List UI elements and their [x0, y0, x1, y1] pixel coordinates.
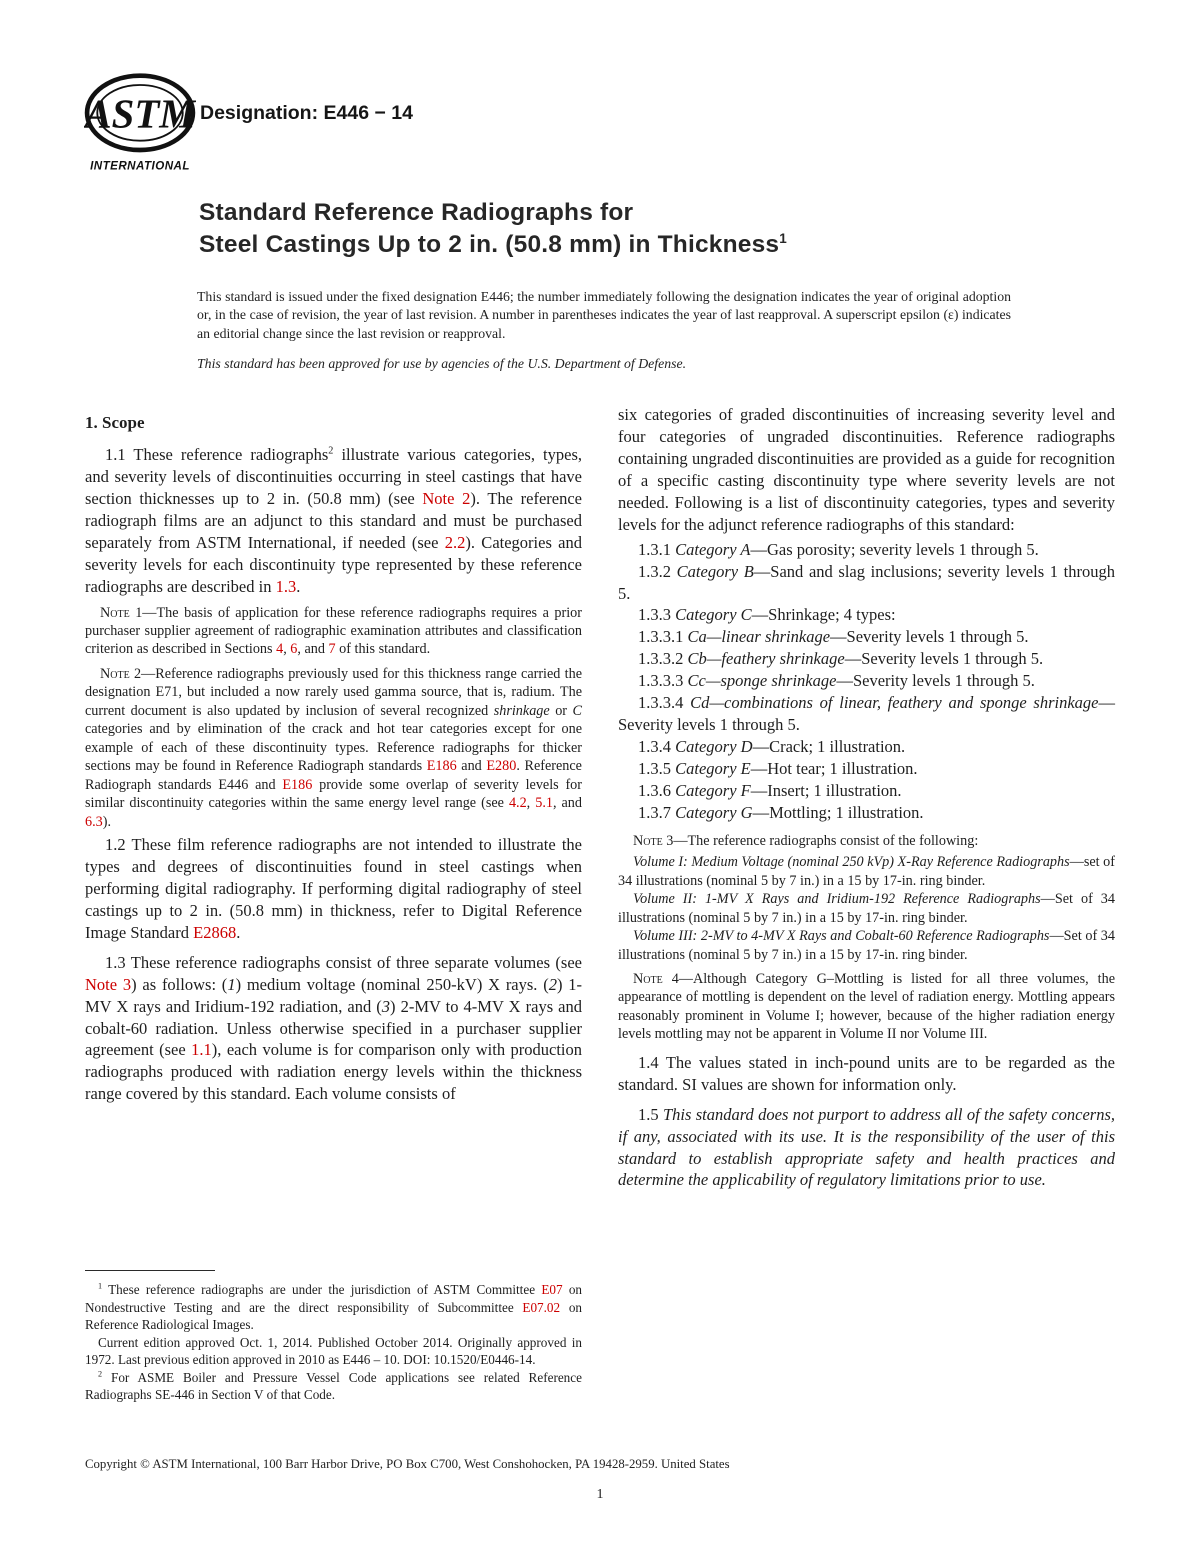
footnote-1: $^1$ These reference radiographs are under the jurisdiction of ASTM Committee E07 on Nondestructive Testing and are the direct responsibility of Subcommittee E07.02 on Reference Radiological Images.: [85, 1281, 583, 1333]
list-item-1-3-1: 1.3.1 Category A—Gas porosity; severity levels 1 through 5.: [638, 539, 1039, 559]
note-3: Note 3—The reference radiographs consist of the following:: [633, 832, 979, 849]
ref-link[interactable]: 1.1: [191, 1040, 212, 1060]
ref-link[interactable]: 6: [290, 641, 298, 658]
astm-logo-text: ASTM: [84, 91, 196, 137]
title-line-1: Standard Reference Radiographs for: [199, 199, 634, 226]
paragraph-1-5: 1.5 This standard does not purport to address all of the safety concerns, if any, associated with its use. It is the responsibility of the user of this standard to establish appropriate safety and health practices and determine the applicability of regulatory limitations prior to use.: [618, 1104, 1116, 1190]
list-item-1-3-2: 1.3.2 Category B—Sand and slag inclusions; severity levels 1 through 5.: [618, 561, 1116, 603]
ref-link[interactable]: 6.3: [85, 813, 103, 830]
preamble-text: This standard is issued under the fixed designation E446; the number immediately following the designation indicates the year of original adoption or, in the case of revision, the year of last revision. A number in parentheses indicates the year of last reapproval. A superscript epsilon (ε) indicates an editorial change since the last revision or reapproval.: [197, 289, 1011, 341]
note-2: Note 2—Reference radiographs previously used for this thickness range carried the designation E71, but included a now rarely used gamma source, that is, radium. The current document is also updated by inclusion of several recognized shrinkage or C categories and by elimination of the crack and hot tear categories except for one example of each of these discontinuity types. Reference radiographs for thicker sections may be found in Reference Radiograph standards E186 and E280. Reference Radiograph standards E446 and E186 provide some overlap of severity levels for similar discontinuity categories within the same energy level range (see 4.2, 5.1, and 6.3).: [85, 665, 582, 830]
list-item-1-3-3-3: 1.3.3.3 Cc—sponge shrinkage—Severity levels 1 through 5.: [638, 671, 1035, 691]
title-line-2: Steel Castings Up to 2 in. (50.8 mm) in Thickness$^1$: [199, 230, 787, 258]
page-number: 1: [596, 1487, 604, 1502]
note-3-volume-2: Volume II: 1-MV X Rays and Iridium-192 Reference Radiographs—Set of 34 illustrations (nominal 5 by 7 in.) in a 15 by 17-in. ring binder.: [618, 891, 1115, 926]
right-column: [618, 404, 1115, 1404]
list-item-1-3-4: 1.3.4 Category D—Crack; 1 illustration.: [638, 737, 906, 757]
ref-link[interactable]: E186: [426, 758, 457, 775]
paragraph-1-4: 1.4 The values stated in inch-pound units are to be regarded as the standard. SI values are shown for information only.: [618, 1052, 1115, 1094]
footnote-rule: [85, 1270, 215, 1271]
paragraph-1-3: 1.3 These reference radiographs consist of three separate volumes (see Note 3) as follows: (1) medium voltage (nominal 250-kV) X rays. (2) 1-MV X rays and Iridium-192 radiation, and (3) 2-MV to 4-MV X rays and cobalt-60 radiation. Unless otherwise specified in a purchaser supplier agreement (see 1.1), each volume is for comparison only with production radiographs produced with radiation energy levels within the thickness range covered by this standard. Each volume consists of: [85, 952, 583, 1104]
footnote-edition: Current edition approved Oct. 1, 2014. Published October 2014. Originally approved in 1972. Last previous edition approved in 2010 as E446 – 10. DOI: 10.1520/E0446-14.: [85, 1334, 582, 1368]
list-item-1-3-6: 1.3.6 Category F—Insert; 1 illustration.: [638, 780, 902, 800]
ref-link[interactable]: E07: [541, 1282, 563, 1298]
copyright-text: Copyright © ASTM International, 100 Barr Harbor Drive, PO Box C700, West Conshohocken, PA 19428-2959. United States: [85, 1457, 730, 1471]
ref-link[interactable]: 5.1: [535, 795, 553, 812]
ref-link[interactable]: 4: [276, 641, 284, 658]
note-1: Note 1—The basis of application for these reference radiographs requires a prior purchaser supplier agreement of radiographic examination attributes and classification criterion as described in Sections 4, 6, and 7 of this standard.: [85, 604, 582, 658]
ref-link[interactable]: 2.2: [444, 532, 466, 552]
astm-logo-icon: [84, 72, 196, 174]
list-item-1-3-3-1: 1.3.3.1 Ca—linear shrinkage—Severity levels 1 through 5.: [638, 627, 1029, 647]
dod-approval-text: This standard has been approved for use by agencies of the U.S. Department of Defense.: [197, 356, 687, 371]
ref-link[interactable]: 7: [328, 641, 336, 658]
list-item-1-3-3-4: 1.3.3.4 Cd—combinations of linear, feathery and sponge shrinkage—Severity levels 1 through 5.: [618, 693, 1116, 735]
ref-link[interactable]: E280: [486, 758, 517, 775]
designation-text: Designation: E446 − 14: [200, 102, 413, 124]
note-3-volume-1: Volume I: Medium Voltage (nominal 250 kVp) X-Ray Reference Radiographs—set of 34 illustrations (nominal 5 by 7 in.) in a 15 by 17-in. ring binder.: [618, 854, 1115, 889]
footnote-2: $^2$ For ASME Boiler and Pressure Vessel Code applications see related Reference Radiographs SE-446 in Section V of that Code.: [85, 1369, 582, 1403]
left-column: [85, 404, 582, 1404]
ref-link[interactable]: E186: [282, 776, 313, 793]
note-4: Note 4—Although Category G–Mottling is listed for all three volumes, the appearance of mottling is dependent on the level of radiation energy. Mottling appears reasonably prominent in Volume I; however, because of the higher radiation energy levels mottling may not be apparent in Volume II nor Volume III.: [618, 970, 1115, 1043]
list-item-1-3-3-2: 1.3.3.2 Cb—feathery shrinkage—Severity levels 1 through 5.: [638, 649, 1044, 669]
paragraph-1-2: 1.2 These film reference radiographs are not intended to illustrate the types and degrees of discontinuities found in steel castings when performing digital radiography. If performing digital radiography of steel castings up to 2 in. (50.8 mm) in thickness, refer to Digital Reference Image Standard E2868.: [85, 835, 582, 942]
document-title: [199, 197, 787, 261]
note-3-volume-3: Volume III: 2-MV to 4-MV X Rays and Cobalt-60 Reference Radiographs—Set of 34 illustrations (nominal 5 by 7 in.) in a 15 by 17-in. ring binder.: [618, 928, 1115, 963]
list-item-1-3-5: 1.3.5 Category E—Hot tear; 1 illustration.: [638, 759, 918, 778]
ref-link[interactable]: E2868: [193, 922, 237, 942]
body-columns: [85, 404, 1115, 1404]
ref-link[interactable]: 1.3: [275, 576, 297, 596]
ref-link[interactable]: Note 3: [85, 974, 132, 994]
ref-link[interactable]: 4.2: [508, 795, 527, 812]
ref-link[interactable]: E07.02: [522, 1299, 561, 1315]
scope-heading: 1. Scope: [85, 413, 145, 432]
title-footnote-marker: 1: [779, 230, 787, 246]
ref-link[interactable]: Note 2: [422, 488, 471, 508]
list-item-1-3-7: 1.3.7 Category G—Mottling; 1 illustration.: [638, 802, 924, 822]
footnotes-block: [85, 1266, 582, 1404]
paragraph-1-1: 1.1 These reference radiographs$^2$ illustrate various categories, types, and severity levels of discontinuities occurring in steel castings that have section thicknesses up to 2 in. (50.8 mm) (see Note 2). The reference radiograph films are an adjunct to this standard and must be purchased separately from ASTM International, if needed (see 2.2). Categories and severity levels for each discontinuity type represented by these reference radiographs are described in 1.3.: [85, 445, 583, 596]
astm-logo-subtext: INTERNATIONAL: [90, 159, 190, 173]
list-item-1-3-3: 1.3.3 Category C—Shrinkage; 4 types:: [638, 605, 896, 625]
paragraph-1-3-continued: six categories of graded discontinuities of increasing severity level and four categories of ungraded discontinuities. Reference radiographs containing ungraded discontinuities are provided as a guide for recognition of a specific casting discontinuity type where severity levels are not needed. Following is a list of discontinuity categories, types and severity levels for the adjunct reference radiographs of this standard:: [618, 405, 1115, 534]
